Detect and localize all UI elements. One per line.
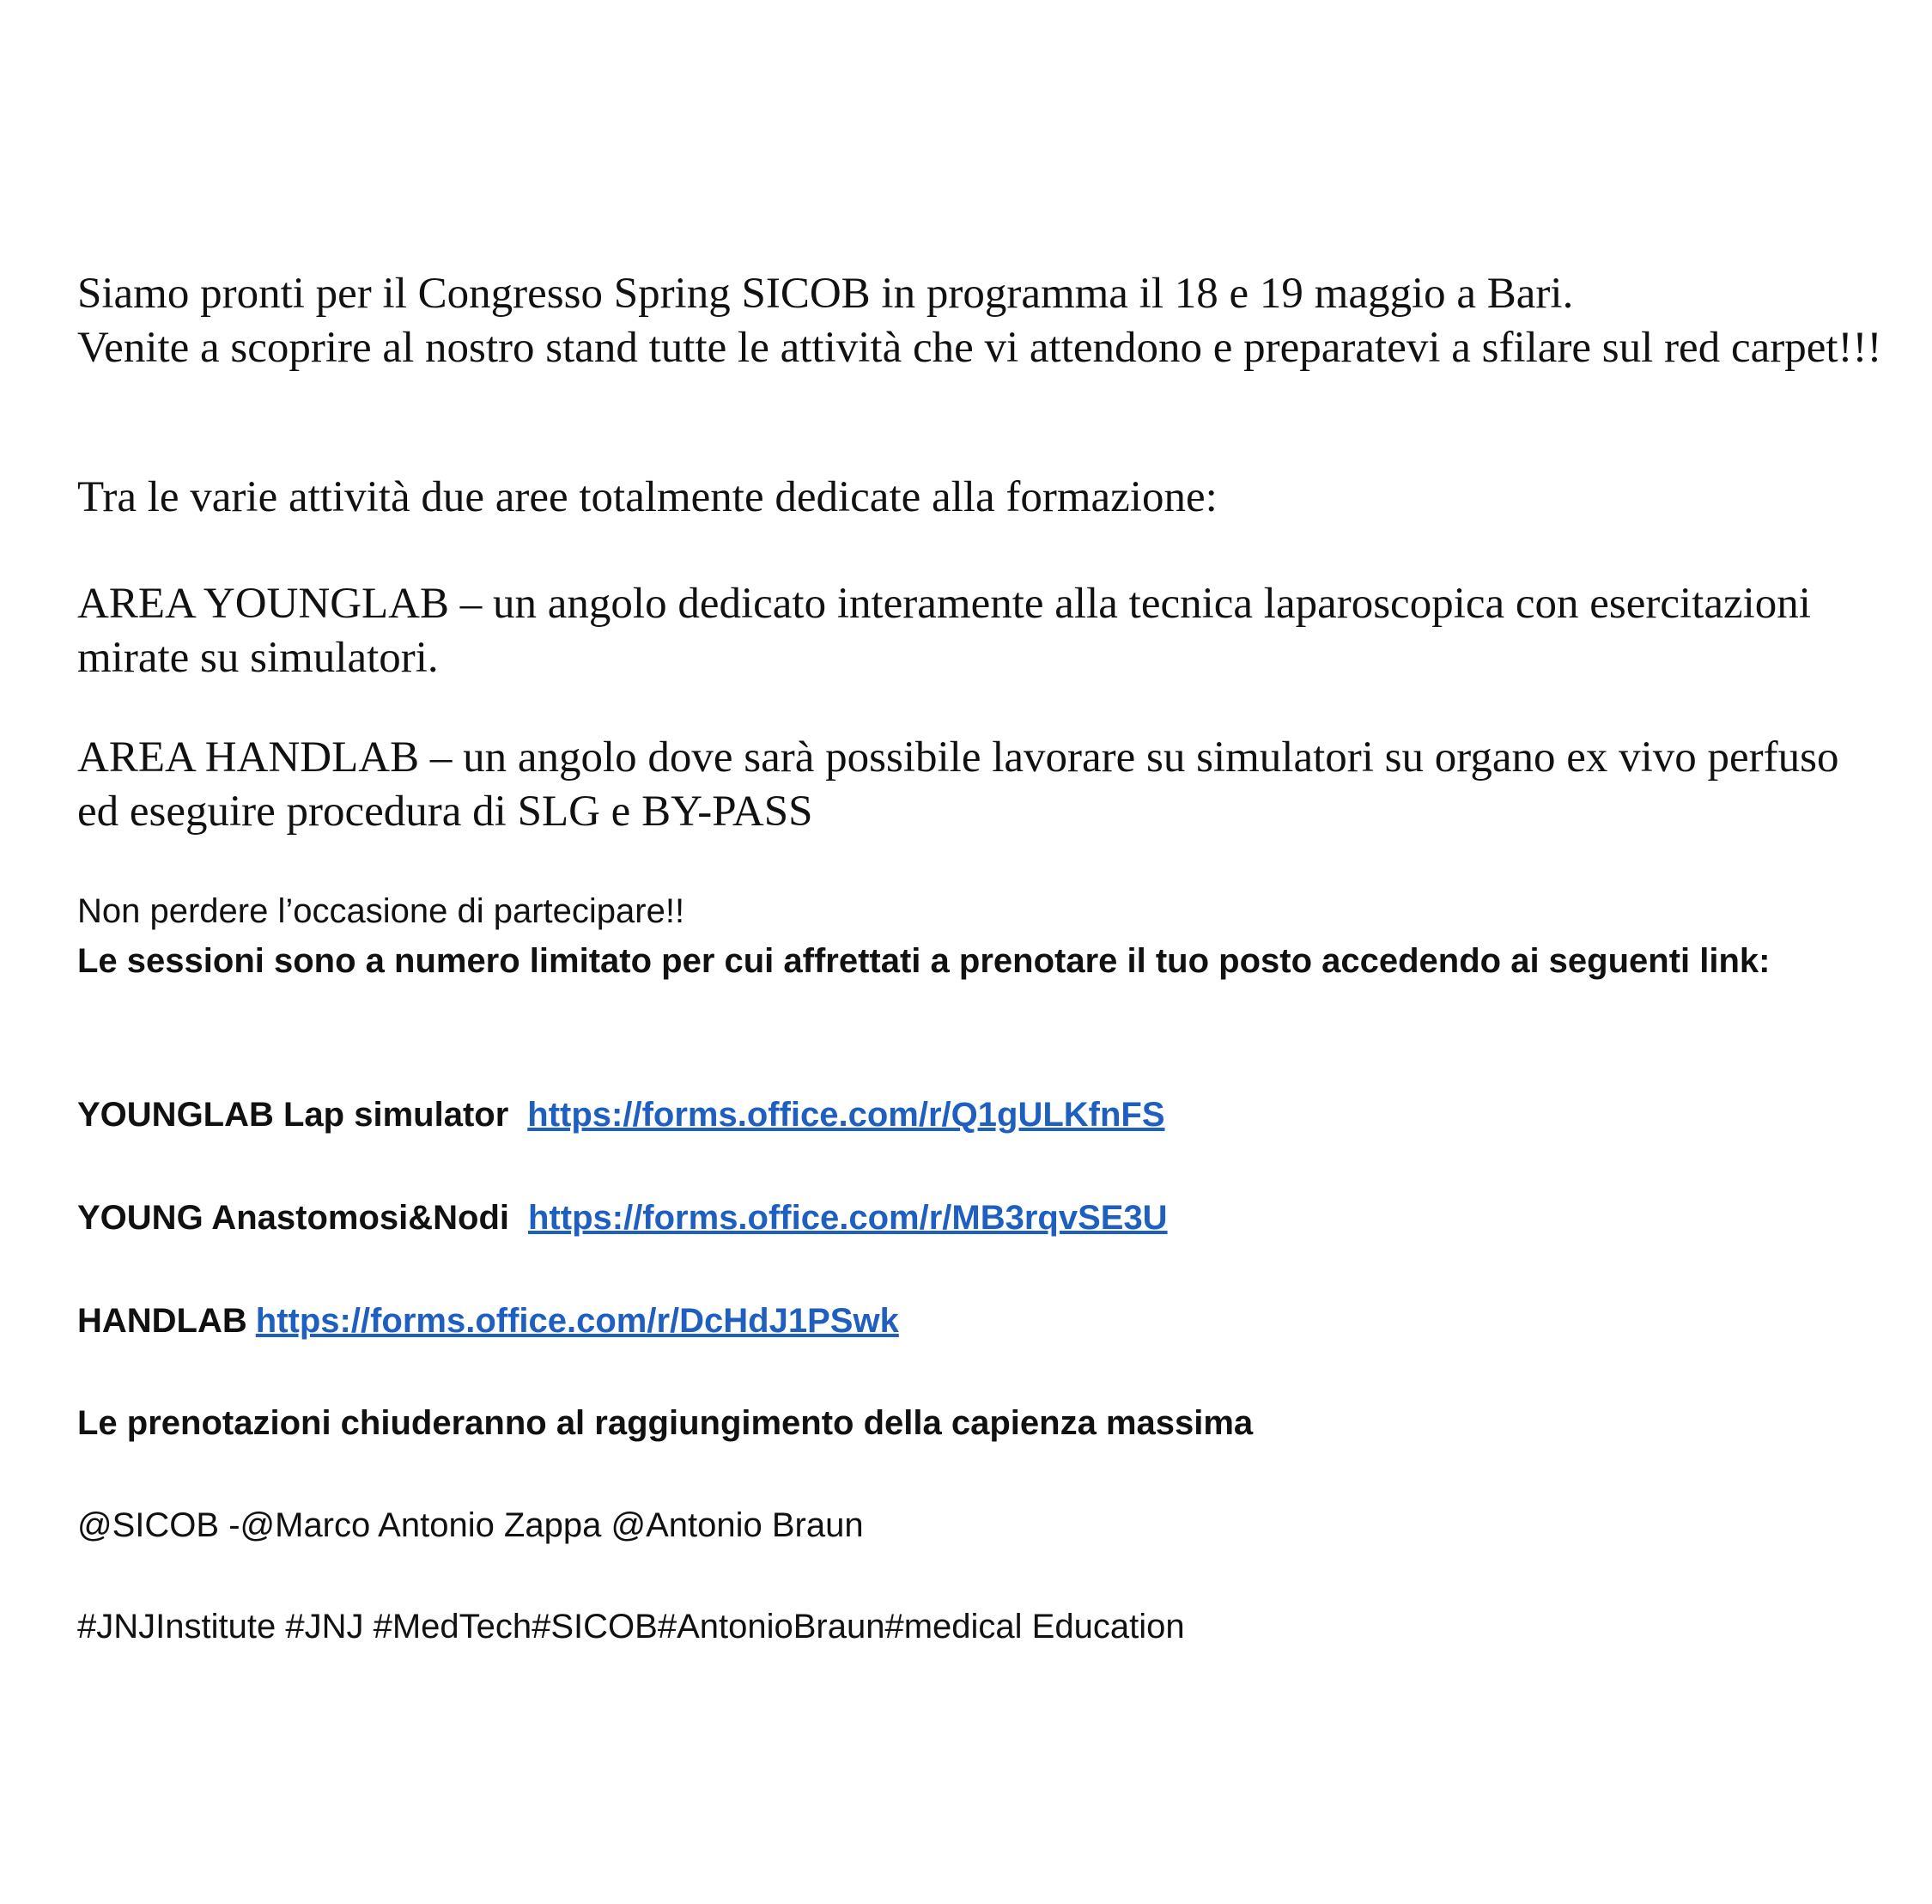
activities-intro: Tra le varie attività due aree totalmente dedicate alla formazione:: [77, 473, 1218, 521]
mentions: @SICOB -@Marco Antonio Zappa @Antonio Braun: [77, 1506, 864, 1544]
link-younglab-form[interactable]: https://forms.office.com/r/Q1gULKfnFS: [527, 1096, 1165, 1134]
intro-paragraph: [77, 267, 1889, 375]
intro-line-1: Siamo pronti per il Congresso Spring SICOB in programma il 18 e 19 maggio a Bari.: [77, 270, 1574, 318]
link-label-younglab: YOUNGLAB Lap simulator: [77, 1096, 509, 1134]
link-row-young-anastomosi: [77, 1196, 1898, 1239]
link-label-handlab: HANDLAB: [77, 1302, 247, 1340]
closing-note: Le prenotazioni chiuderanno al raggiungimento della capienza massima: [77, 1404, 1254, 1442]
hashtags: #JNJInstitute #JNJ #MedTech#SICOB#AntonioBraun#medical Education: [77, 1608, 1185, 1645]
area-handlab-description: AREA HANDLAB – un angolo dove sarà possibile lavorare su simulatori su organo ex vivo perfuso ed eseguire procedura di SLG e BY-PASS: [77, 733, 1839, 836]
call-to-action: Non perdere l’occasione di partecipare!!: [77, 892, 685, 930]
link-row-handlab: [77, 1299, 1898, 1342]
area-younglab-description: AREA YOUNGLAB – un angolo dedicato interamente alla tecnica laparoscopica con esercitazioni mirate su simulatori.: [77, 580, 1811, 682]
link-label-young-anastomosi: YOUNG Anastomosi&Nodi: [77, 1199, 509, 1237]
intro-line-2: Venite a scoprire al nostro stand tutte le attività che vi attendono e preparatevi a sfilare sul red carpet!!!: [77, 324, 1882, 372]
link-young-anastomosi-form[interactable]: https://forms.office.com/r/MB3rqvSE3U: [528, 1199, 1168, 1237]
link-row-younglab: [77, 1093, 1898, 1136]
link-handlab-form[interactable]: https://forms.office.com/r/DcHdJ1PSwk: [255, 1302, 899, 1340]
sessions-note: Le sessioni sono a numero limitato per cui affrettati a prenotare il tuo posto accedendo ai seguenti link:: [77, 942, 1771, 980]
